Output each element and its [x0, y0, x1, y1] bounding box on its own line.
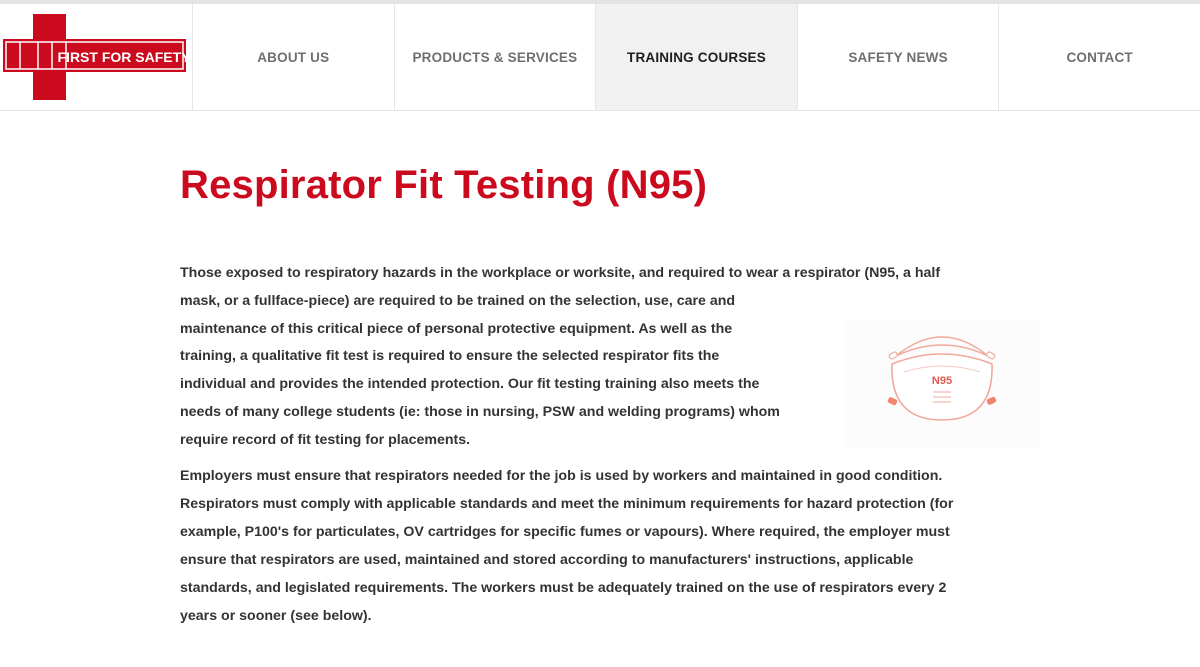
nav-item-contact[interactable]: CONTACT [1066, 49, 1133, 65]
intro-line: mask, or a fullface-piece) are required to be trained on the selection, use, care and [180, 292, 736, 309]
nav-item-about-us[interactable]: ABOUT US [193, 4, 395, 110]
intro-line: require record of fit testing for placements. [180, 431, 471, 448]
paragraph-line: Employers must ensure that respirators needed for the job is used by workers and maintained in good condition. [180, 468, 943, 484]
nav-item-products-services[interactable]: PRODUCTS & SERVICES [395, 4, 597, 110]
paragraph-line: ensure that respirators are used, maintained and stored according to manufacturers' instructions, applicable [180, 552, 914, 568]
intro-line: training, a qualitative fit test is required to ensure the selected respirator fits the [180, 348, 720, 365]
paragraph-line: example, P100's for particulates, OV cartridges for specific fumes or vapours). Where required, the employer must [180, 524, 950, 540]
paragraph-line: standards, and legislated requirements. The workers must be adequately trained on the use of respirators every 2 [180, 580, 947, 596]
main-nav [193, 4, 1200, 110]
site-header [0, 4, 1200, 111]
mask-label: N95 [931, 375, 953, 387]
paragraph-line: years or sooner (see below). [180, 608, 372, 624]
page-title: Respirator Fit Testing (N95) [180, 163, 708, 207]
intro-line: individual and provides the intended protection. Our fit testing training also meets the [180, 376, 760, 393]
red-cross-logo-icon [0, 4, 193, 110]
employer-paragraph [180, 462, 1030, 630]
brand-name: FIRST FOR SAFETY [57, 49, 191, 65]
n95-mask-icon [844, 320, 1040, 448]
nav-item-safety-news[interactable]: SAFETY NEWS [798, 4, 1000, 110]
n95-mask-image [844, 320, 1040, 448]
paragraph-line: Respirators must comply with applicable standards and meet the minimum requirements for hazard protection (for [180, 496, 954, 512]
intro-line: Those exposed to respiratory hazards in the workplace or worksite, and required to wear a respirator (N95, a half [180, 265, 941, 281]
site-logo[interactable] [0, 4, 193, 110]
intro-line: maintenance of this critical piece of personal protective equipment. As well as the [180, 320, 733, 337]
nav-item-training-courses[interactable]: TRAINING COURSES [596, 4, 798, 110]
intro-line: needs of many college students (ie: those in nursing, PSW and welding programs) whom [180, 403, 780, 420]
